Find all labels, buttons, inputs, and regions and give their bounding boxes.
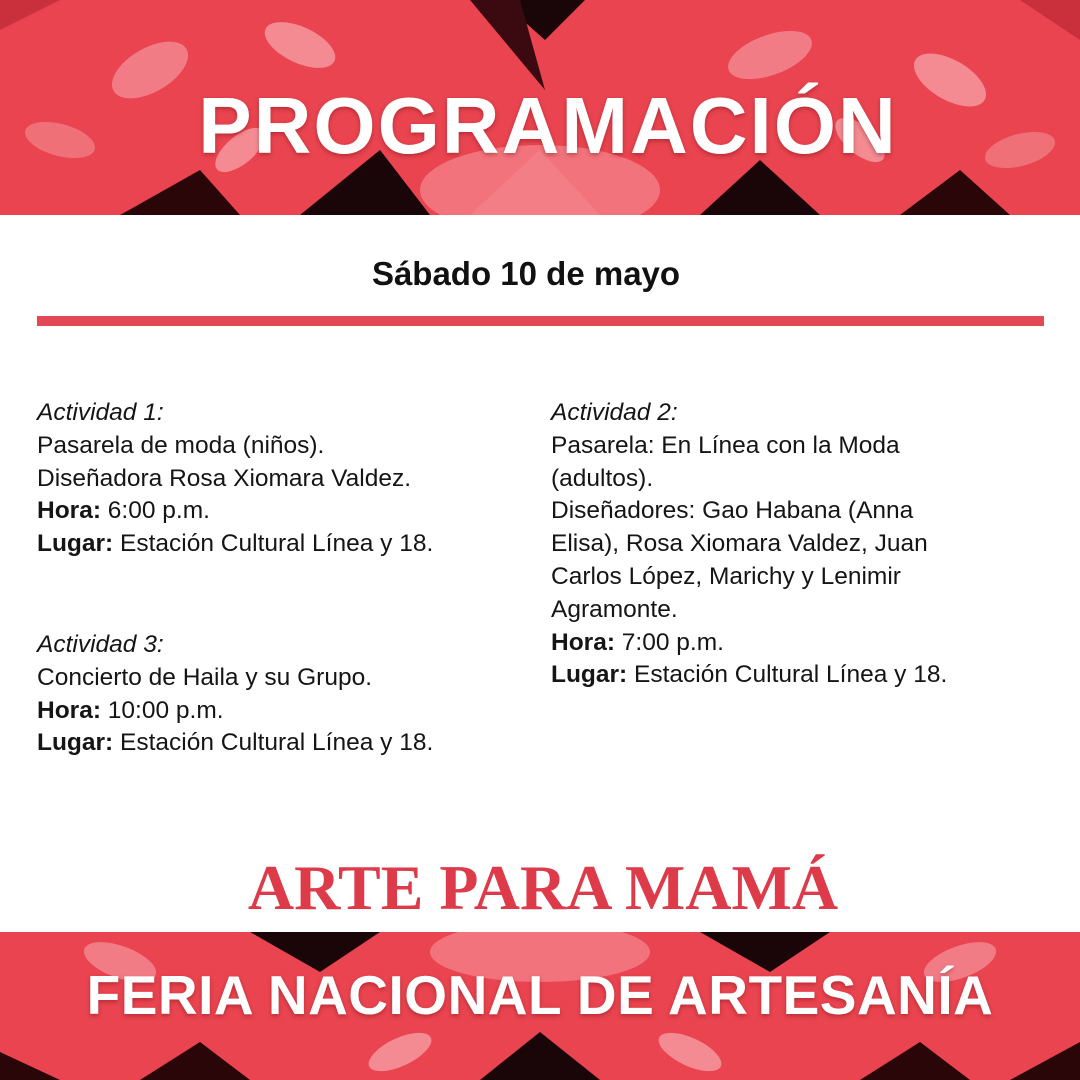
activity-1 — [37, 397, 517, 561]
activity-time — [37, 495, 517, 528]
feria-title: FERIA NACIONAL DE ARTESANÍA — [86, 964, 994, 1026]
activity-title: Actividad 2: — [551, 399, 678, 426]
header-banner — [0, 0, 1080, 215]
activity-place — [37, 528, 517, 561]
lugar-label: Lugar: — [37, 729, 114, 757]
activity-place — [551, 659, 1051, 692]
lugar-value: Estación Cultural Línea y 18. — [634, 661, 948, 689]
activity-time — [551, 627, 1051, 660]
lugar-label: Lugar: — [37, 530, 114, 558]
activity-place — [37, 727, 517, 760]
hora-value: 7:00 p.m. — [621, 628, 724, 656]
hora-label: Hora: — [37, 696, 101, 724]
activity-description-line: Carlos López, Marichy y Lenimir — [551, 562, 901, 590]
activity-description-line: Diseñadora Rosa Xiomara Valdez. — [37, 464, 412, 492]
divider-line — [37, 316, 1044, 326]
activity-description-line: (adultos). — [551, 464, 654, 492]
activity-description-line: Pasarela de moda (niños). — [37, 431, 325, 459]
activity-3 — [37, 629, 517, 760]
date-heading: Sábado 10 de mayo — [371, 255, 681, 292]
hora-label: Hora: — [37, 497, 101, 525]
activity-description-line: Elisa), Rosa Xiomara Valdez, Juan — [551, 530, 928, 558]
lugar-label: Lugar: — [551, 661, 628, 689]
hora-label: Hora: — [551, 628, 615, 656]
activity-time — [37, 695, 517, 728]
footer-banner — [0, 932, 1080, 1080]
activity-description-line: Concierto de Haila y su Grupo. — [37, 663, 372, 691]
activity-description-line: Diseñadores: Gao Habana (Anna — [551, 497, 914, 525]
hora-value: 10:00 p.m. — [107, 696, 224, 724]
programacion-title: PROGRAMACIÓN — [198, 81, 898, 170]
activity-2 — [551, 397, 1051, 692]
activity-description-line: Pasarela: En Línea con la Moda — [551, 431, 900, 459]
activity-title: Actividad 1: — [37, 399, 164, 426]
lugar-value: Estación Cultural Línea y 18. — [120, 729, 434, 757]
activity-title: Actividad 3: — [37, 631, 164, 658]
hora-value: 6:00 p.m. — [107, 497, 210, 525]
lugar-value: Estación Cultural Línea y 18. — [120, 530, 434, 558]
activity-description-line: Agramonte. — [551, 595, 678, 623]
event-title: ARTE PARA MAMÁ — [247, 852, 839, 923]
